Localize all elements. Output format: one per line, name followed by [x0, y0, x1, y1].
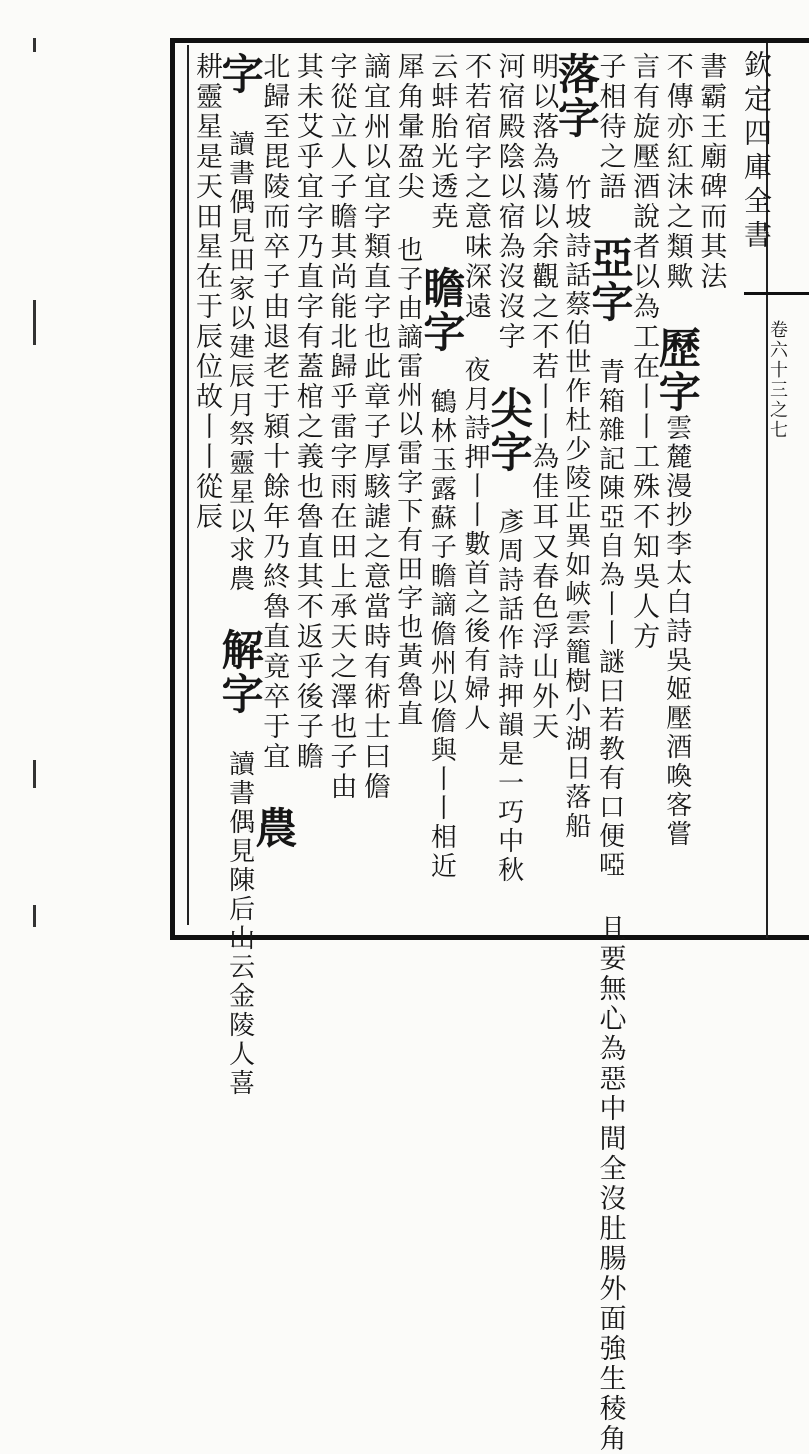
column-text: 字從立人子瞻其尚能北歸乎雷字雨在田上承天之澤也子由 [325, 52, 357, 802]
text-column-6 [551, 52, 601, 922]
column-text: 耕靈星是天田星在于辰位故丨丨從辰 [191, 52, 222, 532]
text-column-15 [249, 52, 299, 922]
entry-heading: 農 [249, 806, 299, 850]
text-column-14 [291, 52, 324, 922]
text-column-12 [358, 52, 391, 922]
column-text: 不若宿字之意味深遠 [460, 52, 491, 322]
column-text: 夜月詩押丨丨數首之後有婦人 [460, 356, 490, 733]
column-text: 彥周詩話作詩押韻是一巧中秋 [493, 508, 524, 885]
book-title: 欽定四庫全書 [740, 50, 773, 254]
text-column-7 [526, 52, 559, 922]
column-text: 云蚌胎光透尭 [426, 52, 458, 232]
entry-heading: 歷字 [652, 326, 702, 414]
entry-heading: 亞字 [585, 236, 635, 324]
entry-heading: 尖字 [484, 386, 534, 474]
column-text: 謫宜州以宜字類直字也此章子厚駭謔之意當時有術士曰儋 [359, 52, 391, 802]
binding-mark-2 [33, 300, 36, 345]
column-text: 讀書偶見田家以建辰月祭靈星以求農 [224, 130, 255, 594]
entry-heading: 落字 [551, 52, 601, 140]
volume-label: 卷六十三之七 [767, 320, 788, 440]
text-column-3 [627, 52, 660, 922]
inner-rule [187, 45, 189, 925]
text-column-16 [215, 52, 265, 1098]
binding-mark-4 [33, 905, 36, 927]
column-text: 且要無心為惡中間全沒肚腸外面強生稜角 [594, 914, 626, 1454]
column-text: 書霸王廟碑而其法 [695, 52, 727, 292]
text-column-9 [459, 52, 492, 922]
entry-heading: 瞻字 [417, 266, 467, 354]
column-text: 言有旋壓酒說者以為工在丨丨工殊不知吳人方 [628, 52, 660, 652]
column-text: 北歸至毘陵而卒子由退老于潁十餘年乃終魯直竟卒于宜 [258, 52, 290, 772]
text-column-17 [190, 52, 223, 922]
text-column-13 [325, 52, 358, 922]
column-text: 也子由謫雷州以雷字下有田字也黃魯直 [392, 236, 423, 729]
column-text: 雲麓漫抄李太白詩吳姬壓酒喚客嘗 [661, 414, 692, 849]
column-text: 不傳亦紅沫之類歟 [661, 52, 693, 292]
column-text: 青箱雜記陳亞自為丨丨謎曰若教有口便啞 [594, 358, 625, 880]
binding-mark-3 [33, 760, 36, 788]
text-column-8 [484, 52, 534, 922]
column-text: 犀角暈盈尖 [392, 52, 424, 202]
column-text: 鶴林玉露蘇子瞻謫儋州以儋與丨丨相近 [426, 388, 457, 881]
text-column-11 [392, 52, 425, 922]
text-column-10 [417, 52, 467, 922]
column-text: 子相待之語 [594, 52, 626, 202]
entry-heading: 字 [215, 52, 265, 96]
text-column-1 [694, 52, 727, 922]
text-column-4 [585, 52, 635, 1454]
text-column-2 [652, 52, 702, 922]
column-text: 竹坡詩話蔡伯世作杜少陵正異如峽雲籠樹小湖日落船 [560, 174, 591, 841]
entry-heading: 解字 [215, 628, 265, 716]
column-text: 河宿殿陰以宿為沒沒字 [493, 52, 525, 352]
column-text: 讀書偶見陳后山云金陵人喜 [224, 750, 255, 1098]
column-text: 明以落為蕩以余觀之不若丨丨為佳耳又春色浮山外天 [527, 52, 559, 742]
binding-mark-1 [33, 38, 36, 52]
column-text: 其未艾乎宜字乃直字有蓋棺之義也魯直其不返乎後子瞻 [291, 52, 323, 772]
